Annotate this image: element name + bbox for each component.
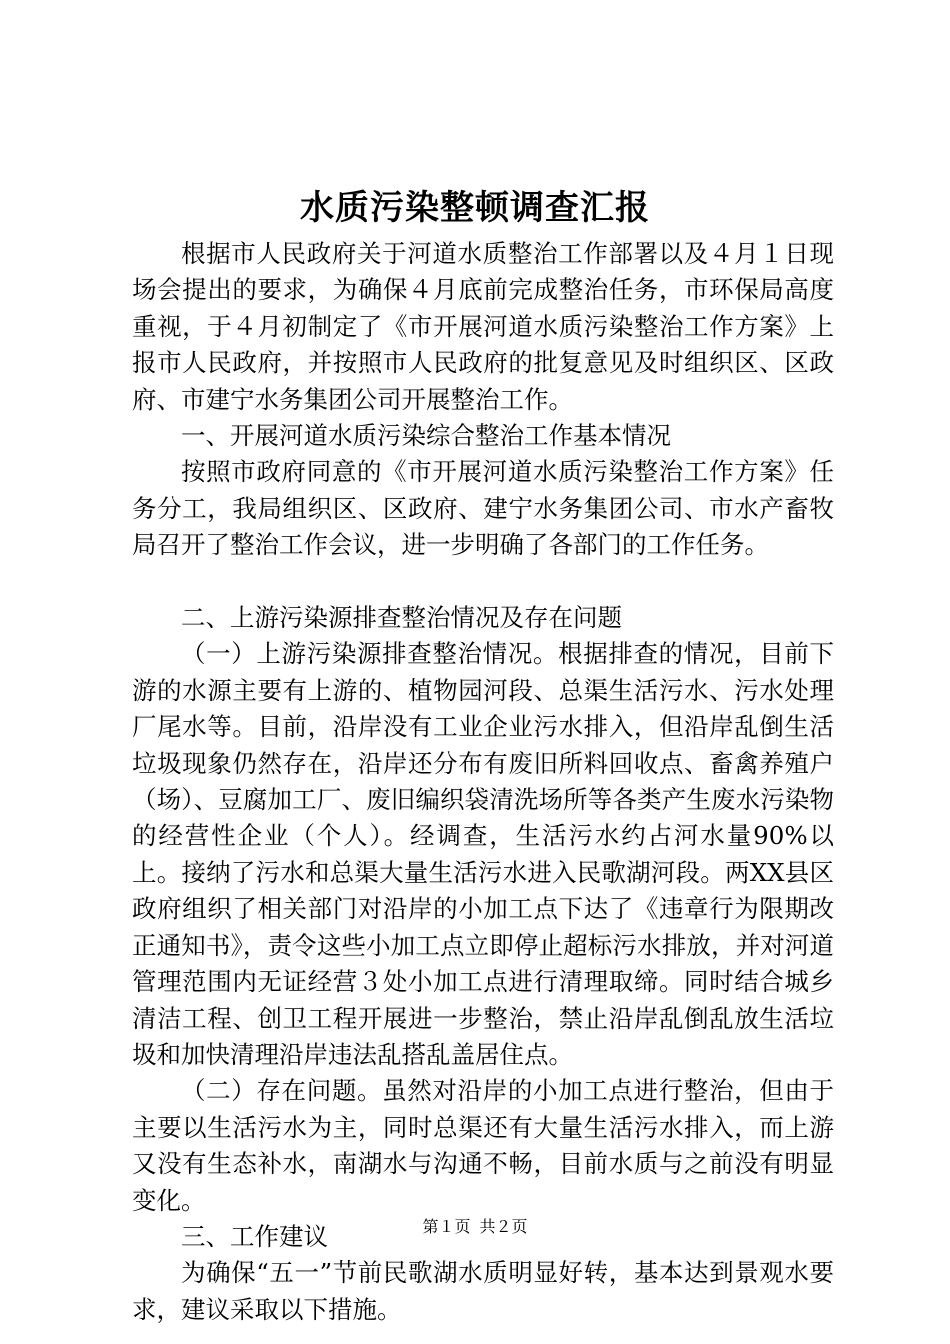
paragraph-section-2-part-2: （二）存在问题。虽然对沿岸的小加工点进行整治，但由于主要以生活污水为主，同时总渠还有大量生活污水排入，而上游又没有生态补水，南湖水与沟通不畅，目前水质与之前没有明显变化。 [132,1076,834,1215]
paragraph-intro: 根据市人民政府关于河道水质整治工作部署以及４月１日现场会提出的要求，为确保４月底前完成整治任务，市环保局高度重视，于４月初制定了《市开展河道水质污染整治工作方案》上报市人民政府，并按照市人民政府的批复意见及时组织区、区政府、市建宁水务集团公司开展整治工作。 [132,239,834,414]
section-heading-2: 二、上游污染源排查整治情况及存在问题 [181,603,622,633]
paragraph-section-3: 为确保“五一”节前民歌湖水质明显好转，基本达到景观水要求，建议采取以下措施。 [132,1258,834,1324]
blank-line [132,564,834,600]
paragraph-section-2-part-1: （一）上游污染源排查整治情况。根据排查的情况，目前下游的水源主要有上游的、植物园河段、总渠生活污水、污水处理厂尾水等。目前，沿岸没有工业企业污水排入，但沿岸乱倒生活垃圾现象仍然存在，沿岸还分布有废旧所料回收点、畜禽养殖户（场）、豆腐加工厂、废旧编织袋清洗场所等各类产生废水污染物的经营性企业（个人）。经调查，生活污水约占河水量90%以上。接纳了污水和总渠大量生活污水进入民歌湖河段。两XX县区政府组织了相关部门对沿岸的小加工点下达了《违章行为限期改正通知书》，责令这些小加工点立即停止超标污水排放，并对河道管理范围内无证经营３处小加工点进行清理取缔。同时结合城乡清洁工程、创卫工程开展进一步整治，禁止沿岸乱倒乱放生活垃圾和加快清理沿岸违法乱搭乱盖居住点。 [132,639,834,1069]
page-number-total: 共２页 [479,1217,528,1236]
section-heading-1: 一、开展河道水质污染综合整治工作基本情况 [181,421,671,451]
page-number-current: 第１页 [422,1217,471,1236]
document-title: 水质污染整顿调查汇报 [300,188,650,228]
document-body [132,236,834,1328]
page-footer [0,1216,950,1238]
section-heading-3: 三、工作建议 [181,1221,328,1251]
paragraph-section-1: 按照市政府同意的《市开展河道水质污染整治工作方案》任务分工，我局组织区、区政府、建宁水务集团公司、市水产畜牧局召开了整治工作会议，进一步明确了各部门的工作任务。 [132,457,834,560]
